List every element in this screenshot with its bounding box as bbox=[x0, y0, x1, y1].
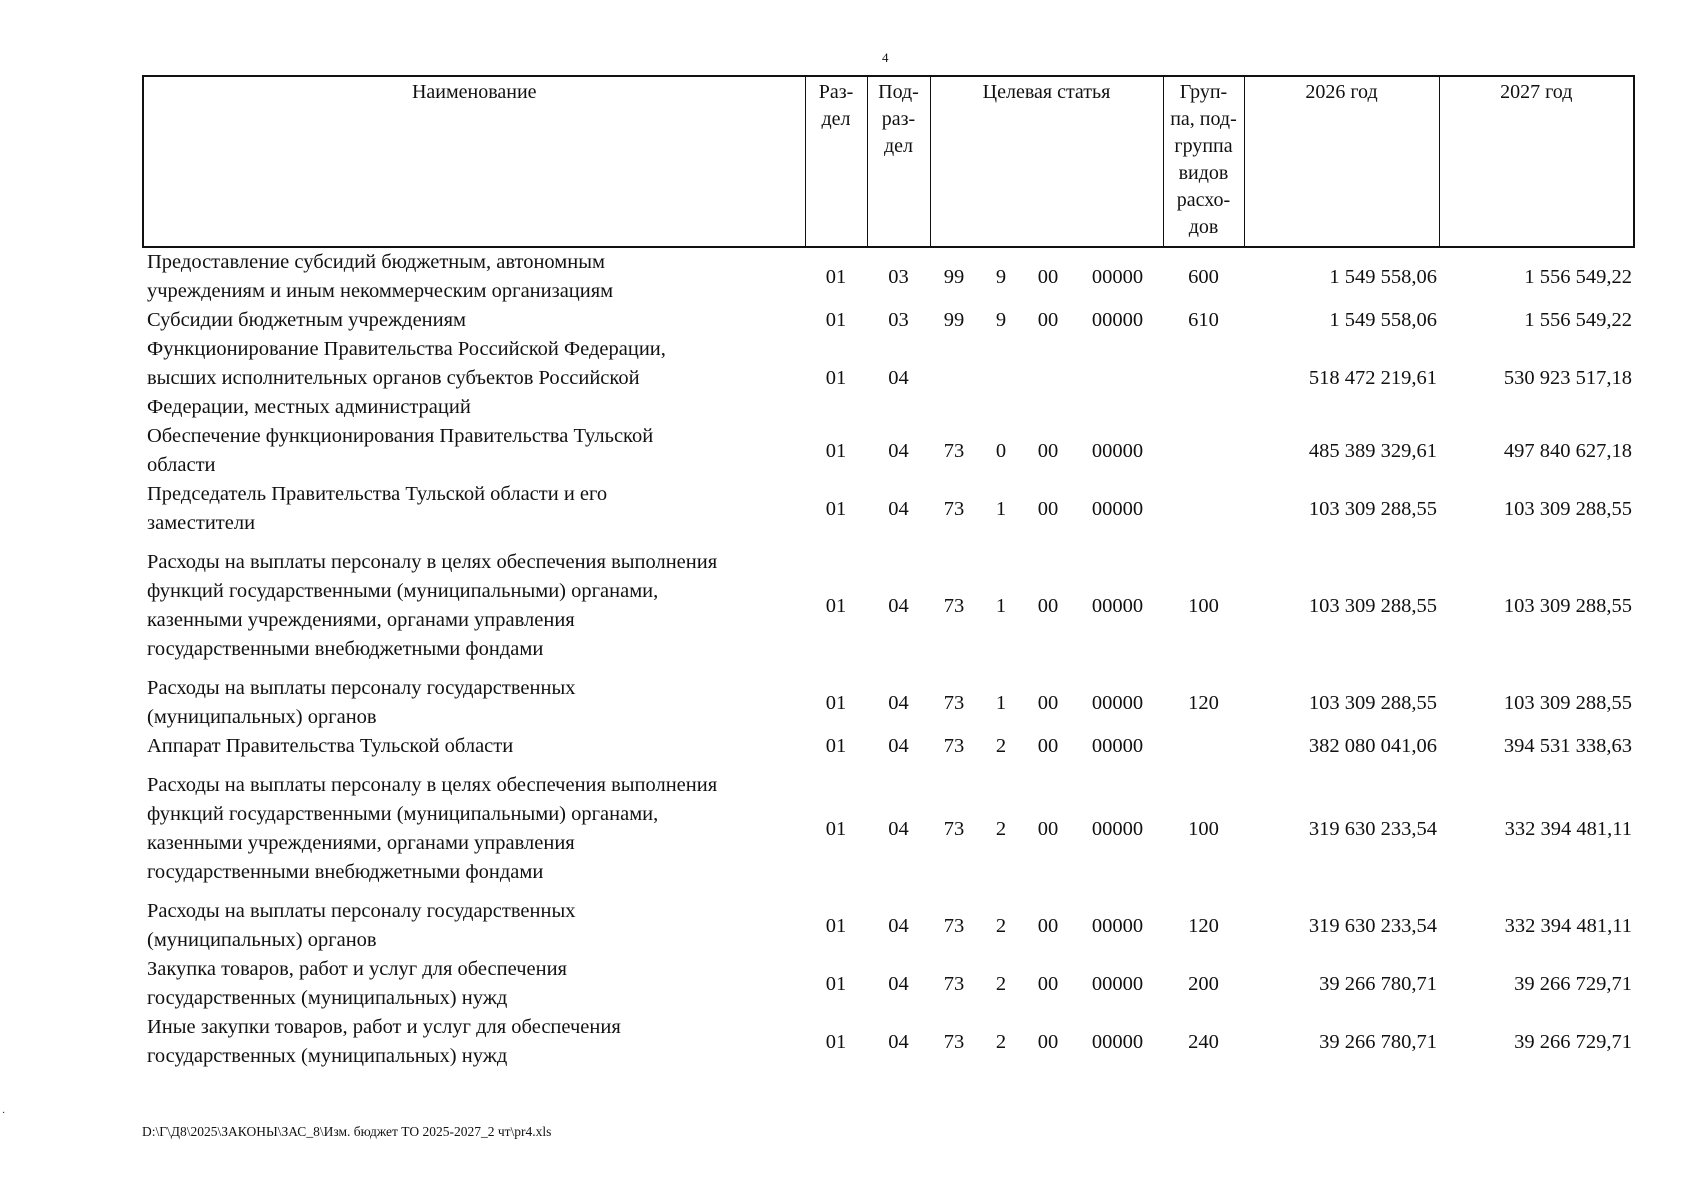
row-expense-group: 100 bbox=[1188, 594, 1219, 617]
header-podrazdel bbox=[867, 76, 930, 247]
row-name bbox=[143, 897, 805, 955]
row-target-code: 00000 bbox=[1091, 691, 1144, 714]
row-name-line: казенными учреждениями, органами управления bbox=[147, 609, 575, 631]
table-body bbox=[143, 247, 1634, 1071]
row-target-code: 00000 bbox=[1091, 439, 1144, 462]
row-podrazdel: 04 bbox=[888, 735, 909, 757]
row-name-line: Расходы на выплаты персоналу государственных bbox=[147, 677, 576, 699]
row-razdel: 01 bbox=[825, 309, 847, 331]
row-name-line: Субсидии бюджетным учреждениям bbox=[147, 309, 467, 331]
row-target-code: 00000 bbox=[1091, 594, 1144, 617]
row-name bbox=[143, 1013, 805, 1071]
row-name bbox=[143, 480, 805, 538]
row-name-line: заместители bbox=[147, 512, 256, 534]
row-name-line: Расходы на выплаты персоналу в целях обеспечения выполнения bbox=[147, 551, 718, 573]
row-target-direction: 00 bbox=[1037, 497, 1059, 520]
row-name bbox=[143, 247, 805, 306]
row-target-program: 99 bbox=[943, 309, 965, 331]
row-target-code: 00000 bbox=[1091, 817, 1144, 840]
header-razdel-line: дел bbox=[821, 108, 851, 130]
row-expense-group: 610 bbox=[1188, 309, 1219, 331]
row-expense-group: 600 bbox=[1188, 265, 1219, 288]
header-gruppa-line: па, под- bbox=[1170, 108, 1237, 130]
row-target-subprogram: 9 bbox=[995, 309, 1007, 331]
row-target-subprogram: 0 bbox=[995, 439, 1007, 462]
row-target-program: 73 bbox=[943, 972, 965, 995]
row-target-subprogram bbox=[978, 335, 1024, 422]
row-target-program: 73 bbox=[943, 439, 965, 462]
row-name bbox=[143, 335, 805, 422]
row-amount-2026: 103 309 288,55 bbox=[1308, 691, 1437, 714]
row-name-line: (муниципальных) органов bbox=[147, 706, 377, 728]
row-target-subprogram: 1 bbox=[995, 594, 1007, 617]
row-target-subprogram: 2 bbox=[995, 817, 1007, 840]
row-target-direction: 00 bbox=[1037, 914, 1059, 937]
row-target-direction: 00 bbox=[1037, 972, 1059, 995]
row-name bbox=[143, 306, 805, 335]
header-razdel-line: Раз- bbox=[818, 81, 854, 103]
header-gruppa bbox=[1163, 76, 1244, 247]
row-razdel: 01 bbox=[825, 594, 847, 617]
row-name-line: государственными внебюджетными фондами bbox=[147, 638, 544, 660]
row-podrazdel: 03 bbox=[888, 309, 909, 331]
table-header bbox=[143, 76, 1634, 247]
row-target-program: 73 bbox=[943, 497, 965, 520]
row-name bbox=[143, 732, 805, 761]
row-target-subprogram: 2 bbox=[995, 1030, 1007, 1053]
row-amount-2026: 319 630 233,54 bbox=[1308, 817, 1437, 840]
row-target-code bbox=[1072, 335, 1163, 422]
row-target-program: 73 bbox=[943, 735, 965, 757]
row-target-direction: 00 bbox=[1037, 265, 1059, 288]
row-amount-2027: 394 531 338,63 bbox=[1503, 735, 1632, 757]
row-razdel: 01 bbox=[825, 972, 847, 995]
row-amount-2027: 332 394 481,11 bbox=[1504, 817, 1632, 840]
row-target-direction: 00 bbox=[1037, 594, 1059, 617]
row-amount-2027: 103 309 288,55 bbox=[1503, 691, 1632, 714]
row-target-direction bbox=[1024, 335, 1072, 422]
row-razdel: 01 bbox=[825, 735, 847, 757]
row-podrazdel: 04 bbox=[888, 972, 909, 995]
row-podrazdel: 04 bbox=[888, 594, 909, 617]
row-amount-2026: 382 080 041,06 bbox=[1308, 735, 1437, 757]
header-gruppa-line: группа bbox=[1174, 135, 1233, 157]
row-name-line: (муниципальных) органов bbox=[147, 929, 377, 951]
row-target-program: 73 bbox=[943, 1030, 965, 1053]
budget-table bbox=[142, 75, 1635, 1071]
table-row bbox=[143, 1013, 1634, 1071]
row-name-line: Обеспечение функционирования Правительства Тульской bbox=[147, 425, 654, 447]
row-razdel: 01 bbox=[825, 691, 847, 714]
row-amount-2027: 103 309 288,55 bbox=[1503, 497, 1632, 520]
row-target-code: 00000 bbox=[1091, 914, 1144, 937]
table-row bbox=[143, 897, 1634, 955]
row-podrazdel: 04 bbox=[888, 367, 909, 389]
row-name bbox=[143, 538, 805, 674]
table-row bbox=[143, 335, 1634, 422]
header-year-2027: 2027 год bbox=[1439, 76, 1634, 247]
row-target-direction: 00 bbox=[1037, 309, 1059, 331]
row-name-line: функций государственными (муниципальными) органами, bbox=[147, 580, 659, 602]
row-expense-group bbox=[1163, 422, 1244, 480]
row-name-line: Расходы на выплаты персоналу в целях обеспечения выполнения bbox=[147, 774, 718, 796]
header-podrazdel-line: раз- bbox=[881, 108, 916, 130]
row-target-program: 99 bbox=[943, 265, 965, 288]
header-razdel bbox=[805, 76, 867, 247]
row-razdel: 01 bbox=[825, 367, 847, 389]
row-target-program: 73 bbox=[943, 691, 965, 714]
row-target-subprogram: 1 bbox=[995, 691, 1007, 714]
row-target-program: 73 bbox=[943, 817, 965, 840]
row-amount-2027: 1 556 549,22 bbox=[1524, 309, 1632, 331]
row-target-code: 00000 bbox=[1091, 497, 1144, 520]
row-name-line: учреждениям и иным некоммерческим организациям bbox=[147, 280, 614, 302]
row-name bbox=[143, 955, 805, 1013]
row-name-line: Закупка товаров, работ и услуг для обеспечения bbox=[147, 958, 567, 980]
row-amount-2027: 39 266 729,71 bbox=[1514, 972, 1632, 995]
row-target-subprogram: 2 bbox=[995, 735, 1007, 757]
header-podrazdel-line: Под- bbox=[878, 81, 919, 103]
table-row bbox=[143, 306, 1634, 335]
row-amount-2027: 530 923 517,18 bbox=[1503, 367, 1632, 389]
row-amount-2026: 485 389 329,61 bbox=[1308, 439, 1437, 462]
page-number: 4 bbox=[882, 50, 889, 65]
row-name-line: функций государственными (муниципальными) органами, bbox=[147, 803, 659, 825]
row-expense-group bbox=[1163, 732, 1244, 761]
header-year-2026: 2026 год bbox=[1244, 76, 1439, 247]
row-podrazdel: 04 bbox=[888, 691, 909, 714]
header-celevaya-statya: Целевая статья bbox=[930, 76, 1163, 247]
row-target-code: 00000 bbox=[1091, 309, 1144, 331]
row-expense-group bbox=[1163, 335, 1244, 422]
row-name-line: Федерации, местных администраций bbox=[147, 396, 471, 418]
row-target-direction: 00 bbox=[1037, 735, 1059, 757]
footer-file-path: D:\Г\Д8\2025\ЗАКОНЫ\ЗАС_8\Изм. бюджет ТО 2025-2027_2 чт\pr4.xls bbox=[142, 1124, 552, 1139]
margin-mark: · bbox=[2, 1108, 6, 1119]
row-razdel: 01 bbox=[825, 1030, 847, 1053]
row-razdel: 01 bbox=[825, 497, 847, 520]
row-target-program: 73 bbox=[943, 914, 965, 937]
table-row bbox=[143, 732, 1634, 761]
row-razdel: 01 bbox=[825, 439, 847, 462]
row-target-code: 00000 bbox=[1091, 1030, 1144, 1053]
row-target-subprogram: 1 bbox=[995, 497, 1007, 520]
row-amount-2026: 39 266 780,71 bbox=[1319, 972, 1437, 995]
row-amount-2026: 1 549 558,06 bbox=[1329, 309, 1437, 331]
row-expense-group bbox=[1163, 480, 1244, 538]
table-row bbox=[143, 422, 1634, 480]
row-name-line: области bbox=[147, 454, 216, 476]
row-podrazdel: 04 bbox=[888, 817, 909, 840]
row-target-subprogram: 2 bbox=[995, 914, 1007, 937]
row-expense-group: 120 bbox=[1188, 914, 1219, 937]
header-name: Наименование bbox=[143, 76, 805, 247]
row-target-subprogram: 2 bbox=[995, 972, 1007, 995]
row-razdel: 01 bbox=[825, 265, 847, 288]
header-gruppa-line: расхо- bbox=[1176, 189, 1231, 211]
table-row bbox=[143, 761, 1634, 897]
row-amount-2027: 39 266 729,71 bbox=[1514, 1030, 1632, 1053]
row-razdel: 01 bbox=[825, 914, 847, 937]
row-name-line: Председатель Правительства Тульской области и его bbox=[147, 483, 608, 505]
row-expense-group: 120 bbox=[1188, 691, 1219, 714]
row-expense-group: 240 bbox=[1188, 1030, 1219, 1053]
row-name-line: высших исполнительных органов субъектов Российской bbox=[147, 367, 640, 389]
row-expense-group: 200 bbox=[1188, 972, 1219, 995]
row-target-direction: 00 bbox=[1037, 1030, 1059, 1053]
row-amount-2026: 103 309 288,55 bbox=[1308, 497, 1437, 520]
row-name bbox=[143, 761, 805, 897]
row-amount-2027: 332 394 481,11 bbox=[1504, 914, 1632, 937]
row-name-line: государственными внебюджетными фондами bbox=[147, 861, 544, 883]
row-name-line: Предоставление субсидий бюджетным, автономным bbox=[147, 251, 605, 273]
header-gruppa-line: видов bbox=[1178, 162, 1229, 184]
row-target-direction: 00 bbox=[1037, 691, 1059, 714]
row-target-subprogram: 9 bbox=[995, 265, 1007, 288]
row-amount-2026: 319 630 233,54 bbox=[1308, 914, 1437, 937]
row-podrazdel: 04 bbox=[888, 914, 909, 937]
row-target-code: 00000 bbox=[1091, 735, 1144, 757]
row-name-line: казенными учреждениями, органами управления bbox=[147, 832, 575, 854]
row-amount-2026: 1 549 558,06 bbox=[1329, 265, 1437, 288]
row-target-code: 00000 bbox=[1091, 972, 1144, 995]
row-target-program: 73 bbox=[943, 594, 965, 617]
row-amount-2027: 1 556 549,22 bbox=[1524, 265, 1632, 288]
row-name bbox=[143, 674, 805, 732]
header-gruppa-line: дов bbox=[1188, 216, 1219, 238]
table-row bbox=[143, 538, 1634, 674]
row-podrazdel: 03 bbox=[888, 265, 909, 288]
row-name-line: государственных (муниципальных) нужд bbox=[147, 1045, 508, 1067]
row-name-line: Иные закупки товаров, работ и услуг для обеспечения bbox=[147, 1016, 621, 1038]
table-row bbox=[143, 674, 1634, 732]
header-podrazdel-line: дел bbox=[883, 135, 914, 157]
row-target-code: 00000 bbox=[1091, 265, 1144, 288]
row-amount-2026: 103 309 288,55 bbox=[1308, 594, 1437, 617]
row-podrazdel: 04 bbox=[888, 1030, 909, 1053]
row-target-direction: 00 bbox=[1037, 817, 1059, 840]
row-name-line: государственных (муниципальных) нужд bbox=[147, 987, 508, 1009]
row-podrazdel: 04 bbox=[888, 497, 909, 520]
row-name-line: Аппарат Правительства Тульской области bbox=[147, 735, 514, 757]
row-podrazdel: 04 bbox=[888, 439, 909, 462]
row-name-line: Расходы на выплаты персоналу государственных bbox=[147, 900, 576, 922]
row-amount-2027: 103 309 288,55 bbox=[1503, 594, 1632, 617]
table-row bbox=[143, 247, 1634, 306]
row-amount-2026: 39 266 780,71 bbox=[1319, 1030, 1437, 1053]
header-gruppa-line: Груп- bbox=[1179, 81, 1228, 103]
row-amount-2026: 518 472 219,61 bbox=[1308, 367, 1437, 389]
row-razdel: 01 bbox=[825, 817, 847, 840]
row-target-program bbox=[930, 335, 978, 422]
row-amount-2027: 497 840 627,18 bbox=[1503, 439, 1632, 462]
row-target-direction: 00 bbox=[1037, 439, 1059, 462]
row-name bbox=[143, 422, 805, 480]
table-row bbox=[143, 955, 1634, 1013]
row-expense-group: 100 bbox=[1188, 817, 1219, 840]
row-name-line: Функционирование Правительства Российской Федерации, bbox=[147, 338, 666, 360]
table-row bbox=[143, 480, 1634, 538]
